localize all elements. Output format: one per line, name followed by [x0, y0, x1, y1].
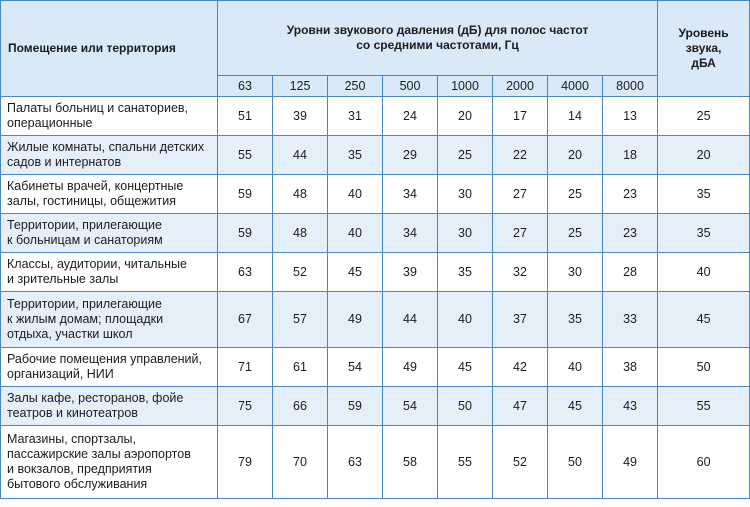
table-row [1, 136, 750, 175]
pressure-level-cell: 23 [603, 214, 658, 253]
pressure-level-cell: 50 [548, 426, 603, 499]
room-column-header: Помещение или территория [1, 1, 218, 97]
frequency-group-header-line1: Уровни звукового давления (дБ) для полос частот [286, 23, 589, 37]
pressure-level-cell: 25 [438, 136, 493, 175]
table-body [1, 97, 750, 499]
frequency-header-cell: 2000 [493, 76, 548, 97]
room-cell [1, 214, 218, 253]
table-header [1, 1, 750, 97]
pressure-level-cell: 23 [603, 175, 658, 214]
room-cell [1, 426, 218, 499]
pressure-level-cell: 59 [218, 175, 273, 214]
pressure-level-cell: 44 [383, 292, 438, 348]
pressure-level-cell: 45 [438, 348, 493, 387]
room-cell [1, 348, 218, 387]
room-name: Кабинеты врачей, концертные залы, гостиницы, общежития [7, 179, 184, 208]
pressure-level-cell: 55 [438, 426, 493, 499]
table-row [1, 214, 750, 253]
pressure-level-cell: 27 [493, 214, 548, 253]
pressure-level-cell: 43 [603, 387, 658, 426]
frequency-group-header-line2: со средними частотами, Гц [356, 38, 519, 52]
sound-level-cell: 20 [658, 136, 750, 175]
room-name: Территории, прилегающие к больницам и санаториям [7, 218, 163, 247]
pressure-level-cell: 79 [218, 426, 273, 499]
room-cell [1, 97, 218, 136]
sound-level-cell: 55 [658, 387, 750, 426]
room-name: Магазины, спортзалы, пассажирские залы аэропортов и вокзалов, предприятия бытового обслуживания [7, 432, 191, 491]
pressure-level-cell: 63 [218, 253, 273, 292]
sound-level-cell: 45 [658, 292, 750, 348]
pressure-level-cell: 30 [438, 214, 493, 253]
frequency-header-cell: 1000 [438, 76, 493, 97]
sound-level-header: Уровень звука, дБА [658, 1, 750, 97]
pressure-level-cell: 14 [548, 97, 603, 136]
room-cell [1, 253, 218, 292]
pressure-level-cell: 49 [328, 292, 383, 348]
pressure-level-cell: 29 [383, 136, 438, 175]
pressure-level-cell: 49 [383, 348, 438, 387]
pressure-level-cell: 28 [603, 253, 658, 292]
pressure-level-cell: 13 [603, 97, 658, 136]
room-name: Жилые комнаты, спальни детских садов и интернатов [7, 140, 205, 169]
room-name: Рабочие помещения управлений, организаций, НИИ [7, 352, 202, 381]
table-row [1, 426, 750, 499]
pressure-level-cell: 55 [218, 136, 273, 175]
pressure-level-cell: 48 [273, 175, 328, 214]
pressure-level-cell: 30 [548, 253, 603, 292]
table-row [1, 253, 750, 292]
pressure-level-cell: 34 [383, 214, 438, 253]
sound-level-cell: 50 [658, 348, 750, 387]
pressure-level-cell: 32 [493, 253, 548, 292]
pressure-level-cell: 59 [218, 214, 273, 253]
pressure-level-cell: 35 [438, 253, 493, 292]
pressure-level-cell: 57 [273, 292, 328, 348]
frequency-header-cell: 4000 [548, 76, 603, 97]
frequency-group-header [218, 1, 658, 76]
pressure-level-cell: 40 [328, 175, 383, 214]
pressure-level-cell: 45 [548, 387, 603, 426]
pressure-level-cell: 35 [328, 136, 383, 175]
frequency-header-cell: 500 [383, 76, 438, 97]
pressure-level-cell: 70 [273, 426, 328, 499]
room-cell [1, 175, 218, 214]
frequency-header-cell: 8000 [603, 76, 658, 97]
pressure-level-cell: 45 [328, 253, 383, 292]
frequency-header-cell: 63 [218, 76, 273, 97]
sound-level-cell: 60 [658, 426, 750, 499]
pressure-level-cell: 40 [438, 292, 493, 348]
table-row [1, 292, 750, 348]
sound-level-cell: 40 [658, 253, 750, 292]
pressure-level-cell: 75 [218, 387, 273, 426]
pressure-level-cell: 35 [548, 292, 603, 348]
pressure-level-cell: 34 [383, 175, 438, 214]
pressure-level-cell: 52 [273, 253, 328, 292]
pressure-level-cell: 52 [493, 426, 548, 499]
sound-level-cell: 25 [658, 97, 750, 136]
pressure-level-cell: 39 [273, 97, 328, 136]
pressure-level-cell: 20 [548, 136, 603, 175]
pressure-level-cell: 51 [218, 97, 273, 136]
pressure-level-cell: 47 [493, 387, 548, 426]
pressure-level-cell: 66 [273, 387, 328, 426]
room-name: Палаты больниц и санаториев, операционные [7, 101, 189, 130]
pressure-level-cell: 20 [438, 97, 493, 136]
frequency-header-cell: 125 [273, 76, 328, 97]
pressure-level-cell: 49 [603, 426, 658, 499]
table-row [1, 387, 750, 426]
pressure-level-cell: 24 [383, 97, 438, 136]
room-name: Классы, аудитории, читальные и зрительные залы [7, 257, 187, 286]
pressure-level-cell: 50 [438, 387, 493, 426]
pressure-level-cell: 40 [548, 348, 603, 387]
pressure-level-cell: 25 [548, 214, 603, 253]
pressure-level-cell: 39 [383, 253, 438, 292]
room-cell [1, 136, 218, 175]
pressure-level-cell: 37 [493, 292, 548, 348]
pressure-level-cell: 31 [328, 97, 383, 136]
pressure-level-cell: 42 [493, 348, 548, 387]
frequency-header-cell: 250 [328, 76, 383, 97]
pressure-level-cell: 22 [493, 136, 548, 175]
pressure-level-cell: 71 [218, 348, 273, 387]
room-name: Залы кафе, ресторанов, фойе театров и кинотеатров [7, 391, 184, 420]
pressure-level-cell: 44 [273, 136, 328, 175]
pressure-level-cell: 18 [603, 136, 658, 175]
pressure-level-cell: 40 [328, 214, 383, 253]
sound-level-cell: 35 [658, 214, 750, 253]
room-cell [1, 292, 218, 348]
pressure-level-cell: 59 [328, 387, 383, 426]
pressure-level-cell: 58 [383, 426, 438, 499]
table-row [1, 348, 750, 387]
sound-level-cell: 35 [658, 175, 750, 214]
room-name: Территории, прилегающие к жилым домам; площадки отдыха, участки школ [7, 297, 164, 341]
pressure-level-cell: 54 [383, 387, 438, 426]
pressure-level-cell: 33 [603, 292, 658, 348]
pressure-level-cell: 63 [328, 426, 383, 499]
pressure-level-cell: 48 [273, 214, 328, 253]
pressure-level-cell: 25 [548, 175, 603, 214]
pressure-level-cell: 27 [493, 175, 548, 214]
pressure-level-cell: 30 [438, 175, 493, 214]
pressure-level-cell: 38 [603, 348, 658, 387]
pressure-level-cell: 61 [273, 348, 328, 387]
pressure-level-cell: 17 [493, 97, 548, 136]
table-row [1, 97, 750, 136]
pressure-level-cell: 54 [328, 348, 383, 387]
pressure-level-cell: 67 [218, 292, 273, 348]
table-row [1, 175, 750, 214]
room-cell [1, 387, 218, 426]
